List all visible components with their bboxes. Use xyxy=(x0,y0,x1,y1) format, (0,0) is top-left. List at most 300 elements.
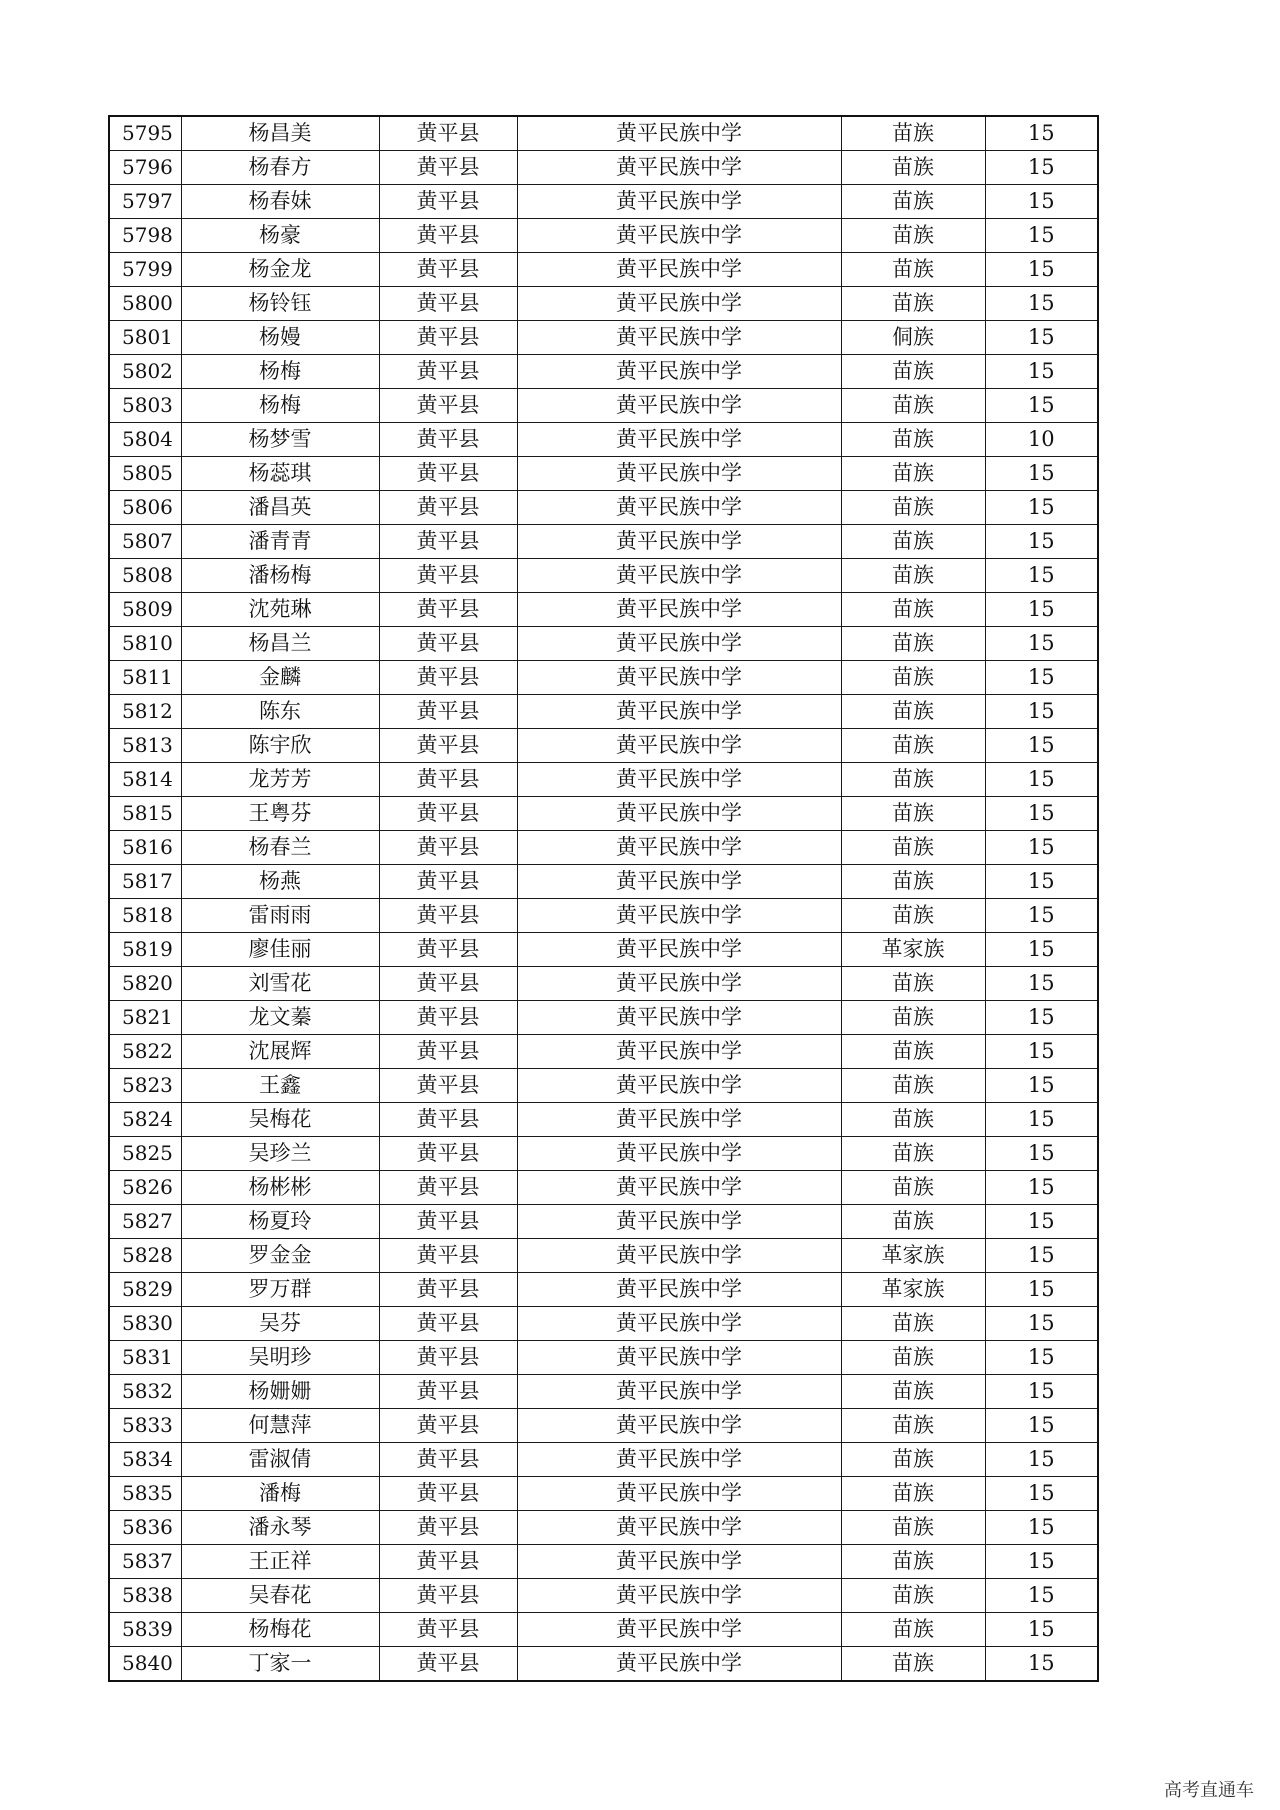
school-cell: 黄平民族中学 xyxy=(517,593,841,627)
row-number-cell: 5835 xyxy=(109,1477,181,1511)
name-cell: 杨春妹 xyxy=(181,185,379,219)
row-number-cell: 5811 xyxy=(109,661,181,695)
county-cell: 黄平县 xyxy=(379,933,517,967)
name-cell: 杨春方 xyxy=(181,151,379,185)
ethnicity-cell: 苗族 xyxy=(841,389,985,423)
watermark: 高考直通车 xyxy=(1164,1780,1254,1801)
county-cell: 黄平县 xyxy=(379,1273,517,1307)
county-cell: 黄平县 xyxy=(379,116,517,151)
school-cell: 黄平民族中学 xyxy=(517,627,841,661)
name-cell: 杨豪 xyxy=(181,219,379,253)
row-number-cell: 5817 xyxy=(109,865,181,899)
score-cell: 15 xyxy=(985,1647,1098,1682)
row-number-cell: 5795 xyxy=(109,116,181,151)
school-cell: 黄平民族中学 xyxy=(517,967,841,1001)
score-cell: 15 xyxy=(985,1443,1098,1477)
row-number-cell: 5832 xyxy=(109,1375,181,1409)
school-cell: 黄平民族中学 xyxy=(517,423,841,457)
school-cell: 黄平民族中学 xyxy=(517,1205,841,1239)
name-cell: 陈东 xyxy=(181,695,379,729)
ethnicity-cell: 苗族 xyxy=(841,695,985,729)
row-number-cell: 5823 xyxy=(109,1069,181,1103)
row-number-cell: 5820 xyxy=(109,967,181,1001)
school-cell: 黄平民族中学 xyxy=(517,1273,841,1307)
school-cell: 黄平民族中学 xyxy=(517,116,841,151)
school-cell: 黄平民族中学 xyxy=(517,1443,841,1477)
school-cell: 黄平民族中学 xyxy=(517,1579,841,1613)
row-number-cell: 5815 xyxy=(109,797,181,831)
row-number-cell: 5812 xyxy=(109,695,181,729)
score-cell: 15 xyxy=(985,1239,1098,1273)
county-cell: 黄平县 xyxy=(379,321,517,355)
ethnicity-cell: 苗族 xyxy=(841,253,985,287)
row-number-cell: 5818 xyxy=(109,899,181,933)
score-cell: 15 xyxy=(985,559,1098,593)
name-cell: 杨蕊琪 xyxy=(181,457,379,491)
score-cell: 15 xyxy=(985,899,1098,933)
table-row xyxy=(109,1069,1098,1103)
county-cell: 黄平县 xyxy=(379,1375,517,1409)
row-number-cell: 5821 xyxy=(109,1001,181,1035)
county-cell: 黄平县 xyxy=(379,1171,517,1205)
score-cell: 15 xyxy=(985,219,1098,253)
name-cell: 杨姗姗 xyxy=(181,1375,379,1409)
table-row xyxy=(109,1001,1098,1035)
row-number-cell: 5827 xyxy=(109,1205,181,1239)
ethnicity-cell: 苗族 xyxy=(841,763,985,797)
name-cell: 潘杨梅 xyxy=(181,559,379,593)
ethnicity-cell: 革家族 xyxy=(841,1273,985,1307)
table-row xyxy=(109,355,1098,389)
ethnicity-cell: 苗族 xyxy=(841,1103,985,1137)
ethnicity-cell: 侗族 xyxy=(841,321,985,355)
ethnicity-cell: 苗族 xyxy=(841,1137,985,1171)
table-row xyxy=(109,661,1098,695)
school-cell: 黄平民族中学 xyxy=(517,1035,841,1069)
score-cell: 15 xyxy=(985,491,1098,525)
school-cell: 黄平民族中学 xyxy=(517,1239,841,1273)
score-cell: 15 xyxy=(985,355,1098,389)
name-cell: 杨夏玲 xyxy=(181,1205,379,1239)
row-number-cell: 5796 xyxy=(109,151,181,185)
table-row xyxy=(109,525,1098,559)
name-cell: 刘雪花 xyxy=(181,967,379,1001)
name-cell: 潘昌英 xyxy=(181,491,379,525)
score-cell: 15 xyxy=(985,389,1098,423)
county-cell: 黄平县 xyxy=(379,1409,517,1443)
ethnicity-cell: 革家族 xyxy=(841,1239,985,1273)
school-cell: 黄平民族中学 xyxy=(517,899,841,933)
row-number-cell: 5838 xyxy=(109,1579,181,1613)
score-cell: 15 xyxy=(985,1103,1098,1137)
ethnicity-cell: 苗族 xyxy=(841,116,985,151)
school-cell: 黄平民族中学 xyxy=(517,321,841,355)
ethnicity-cell: 苗族 xyxy=(841,1579,985,1613)
county-cell: 黄平县 xyxy=(379,763,517,797)
table-row xyxy=(109,116,1098,151)
score-cell: 15 xyxy=(985,116,1098,151)
ethnicity-cell: 革家族 xyxy=(841,933,985,967)
row-number-cell: 5801 xyxy=(109,321,181,355)
table-row xyxy=(109,185,1098,219)
county-cell: 黄平县 xyxy=(379,1579,517,1613)
school-cell: 黄平民族中学 xyxy=(517,355,841,389)
name-cell: 杨春兰 xyxy=(181,831,379,865)
score-cell: 15 xyxy=(985,661,1098,695)
row-number-cell: 5819 xyxy=(109,933,181,967)
county-cell: 黄平县 xyxy=(379,1613,517,1647)
table-row xyxy=(109,559,1098,593)
table-row xyxy=(109,491,1098,525)
table-row xyxy=(109,1613,1098,1647)
row-number-cell: 5825 xyxy=(109,1137,181,1171)
ethnicity-cell: 苗族 xyxy=(841,491,985,525)
ethnicity-cell: 苗族 xyxy=(841,1443,985,1477)
county-cell: 黄平县 xyxy=(379,899,517,933)
county-cell: 黄平县 xyxy=(379,627,517,661)
county-cell: 黄平县 xyxy=(379,1001,517,1035)
score-cell: 15 xyxy=(985,151,1098,185)
roster-table-body xyxy=(109,116,1098,1681)
school-cell: 黄平民族中学 xyxy=(517,729,841,763)
school-cell: 黄平民族中学 xyxy=(517,1103,841,1137)
score-cell: 15 xyxy=(985,831,1098,865)
score-cell: 15 xyxy=(985,1477,1098,1511)
county-cell: 黄平县 xyxy=(379,1341,517,1375)
table-row xyxy=(109,1273,1098,1307)
school-cell: 黄平民族中学 xyxy=(517,1477,841,1511)
row-number-cell: 5831 xyxy=(109,1341,181,1375)
ethnicity-cell: 苗族 xyxy=(841,287,985,321)
name-cell: 杨彬彬 xyxy=(181,1171,379,1205)
name-cell: 雷淑倩 xyxy=(181,1443,379,1477)
name-cell: 陈宇欣 xyxy=(181,729,379,763)
name-cell: 吴珍兰 xyxy=(181,1137,379,1171)
ethnicity-cell: 苗族 xyxy=(841,525,985,559)
school-cell: 黄平民族中学 xyxy=(517,1545,841,1579)
ethnicity-cell: 苗族 xyxy=(841,1477,985,1511)
school-cell: 黄平民族中学 xyxy=(517,933,841,967)
name-cell: 王鑫 xyxy=(181,1069,379,1103)
score-cell: 15 xyxy=(985,1035,1098,1069)
school-cell: 黄平民族中学 xyxy=(517,287,841,321)
ethnicity-cell: 苗族 xyxy=(841,1171,985,1205)
county-cell: 黄平县 xyxy=(379,1545,517,1579)
table-row xyxy=(109,763,1098,797)
county-cell: 黄平县 xyxy=(379,457,517,491)
table-row xyxy=(109,865,1098,899)
ethnicity-cell: 苗族 xyxy=(841,185,985,219)
name-cell: 龙文蓁 xyxy=(181,1001,379,1035)
row-number-cell: 5808 xyxy=(109,559,181,593)
county-cell: 黄平县 xyxy=(379,661,517,695)
county-cell: 黄平县 xyxy=(379,185,517,219)
school-cell: 黄平民族中学 xyxy=(517,1409,841,1443)
table-row xyxy=(109,1205,1098,1239)
row-number-cell: 5803 xyxy=(109,389,181,423)
name-cell: 吴明珍 xyxy=(181,1341,379,1375)
score-cell: 15 xyxy=(985,185,1098,219)
table-row xyxy=(109,1035,1098,1069)
ethnicity-cell: 苗族 xyxy=(841,1511,985,1545)
score-cell: 15 xyxy=(985,1409,1098,1443)
county-cell: 黄平县 xyxy=(379,797,517,831)
score-cell: 15 xyxy=(985,1137,1098,1171)
score-cell: 15 xyxy=(985,1545,1098,1579)
table-row xyxy=(109,151,1098,185)
school-cell: 黄平民族中学 xyxy=(517,389,841,423)
score-cell: 15 xyxy=(985,1511,1098,1545)
ethnicity-cell: 苗族 xyxy=(841,661,985,695)
school-cell: 黄平民族中学 xyxy=(517,661,841,695)
ethnicity-cell: 苗族 xyxy=(841,1205,985,1239)
name-cell: 潘梅 xyxy=(181,1477,379,1511)
ethnicity-cell: 苗族 xyxy=(841,1647,985,1682)
county-cell: 黄平县 xyxy=(379,1307,517,1341)
school-cell: 黄平民族中学 xyxy=(517,491,841,525)
ethnicity-cell: 苗族 xyxy=(841,457,985,491)
score-cell: 15 xyxy=(985,1579,1098,1613)
score-cell: 15 xyxy=(985,933,1098,967)
name-cell: 廖佳丽 xyxy=(181,933,379,967)
row-number-cell: 5807 xyxy=(109,525,181,559)
name-cell: 金麟 xyxy=(181,661,379,695)
table-row xyxy=(109,1171,1098,1205)
row-number-cell: 5810 xyxy=(109,627,181,661)
score-cell: 15 xyxy=(985,729,1098,763)
county-cell: 黄平县 xyxy=(379,219,517,253)
ethnicity-cell: 苗族 xyxy=(841,1307,985,1341)
school-cell: 黄平民族中学 xyxy=(517,219,841,253)
school-cell: 黄平民族中学 xyxy=(517,1341,841,1375)
name-cell: 杨嫚 xyxy=(181,321,379,355)
row-number-cell: 5826 xyxy=(109,1171,181,1205)
row-number-cell: 5837 xyxy=(109,1545,181,1579)
score-cell: 15 xyxy=(985,1001,1098,1035)
table-row xyxy=(109,627,1098,661)
row-number-cell: 5824 xyxy=(109,1103,181,1137)
county-cell: 黄平县 xyxy=(379,865,517,899)
ethnicity-cell: 苗族 xyxy=(841,1409,985,1443)
county-cell: 黄平县 xyxy=(379,151,517,185)
score-cell: 15 xyxy=(985,763,1098,797)
school-cell: 黄平民族中学 xyxy=(517,1307,841,1341)
county-cell: 黄平县 xyxy=(379,253,517,287)
score-cell: 15 xyxy=(985,1069,1098,1103)
county-cell: 黄平县 xyxy=(379,491,517,525)
table-row xyxy=(109,457,1098,491)
row-number-cell: 5806 xyxy=(109,491,181,525)
score-cell: 15 xyxy=(985,1613,1098,1647)
row-number-cell: 5799 xyxy=(109,253,181,287)
county-cell: 黄平县 xyxy=(379,593,517,627)
ethnicity-cell: 苗族 xyxy=(841,797,985,831)
table-row xyxy=(109,831,1098,865)
table-row xyxy=(109,797,1098,831)
ethnicity-cell: 苗族 xyxy=(841,593,985,627)
school-cell: 黄平民族中学 xyxy=(517,1069,841,1103)
ethnicity-cell: 苗族 xyxy=(841,899,985,933)
row-number-cell: 5834 xyxy=(109,1443,181,1477)
score-cell: 15 xyxy=(985,695,1098,729)
row-number-cell: 5836 xyxy=(109,1511,181,1545)
ethnicity-cell: 苗族 xyxy=(841,1035,985,1069)
school-cell: 黄平民族中学 xyxy=(517,695,841,729)
ethnicity-cell: 苗族 xyxy=(841,355,985,389)
roster-table xyxy=(108,115,1099,1682)
table-row xyxy=(109,1103,1098,1137)
name-cell: 杨金龙 xyxy=(181,253,379,287)
ethnicity-cell: 苗族 xyxy=(841,1375,985,1409)
county-cell: 黄平县 xyxy=(379,1103,517,1137)
name-cell: 王正祥 xyxy=(181,1545,379,1579)
table-row xyxy=(109,899,1098,933)
row-number-cell: 5829 xyxy=(109,1273,181,1307)
county-cell: 黄平县 xyxy=(379,695,517,729)
county-cell: 黄平县 xyxy=(379,423,517,457)
ethnicity-cell: 苗族 xyxy=(841,1069,985,1103)
ethnicity-cell: 苗族 xyxy=(841,729,985,763)
row-number-cell: 5822 xyxy=(109,1035,181,1069)
name-cell: 吴芬 xyxy=(181,1307,379,1341)
name-cell: 龙芳芳 xyxy=(181,763,379,797)
score-cell: 15 xyxy=(985,287,1098,321)
table-row xyxy=(109,1647,1098,1682)
name-cell: 潘永琴 xyxy=(181,1511,379,1545)
ethnicity-cell: 苗族 xyxy=(841,831,985,865)
table-row xyxy=(109,967,1098,1001)
county-cell: 黄平县 xyxy=(379,1511,517,1545)
school-cell: 黄平民族中学 xyxy=(517,1171,841,1205)
score-cell: 15 xyxy=(985,967,1098,1001)
table-row xyxy=(109,1443,1098,1477)
ethnicity-cell: 苗族 xyxy=(841,423,985,457)
ethnicity-cell: 苗族 xyxy=(841,1341,985,1375)
name-cell: 吴春花 xyxy=(181,1579,379,1613)
county-cell: 黄平县 xyxy=(379,1647,517,1682)
table-row xyxy=(109,1239,1098,1273)
name-cell: 沈苑琳 xyxy=(181,593,379,627)
name-cell: 杨梅 xyxy=(181,355,379,389)
ethnicity-cell: 苗族 xyxy=(841,151,985,185)
row-number-cell: 5800 xyxy=(109,287,181,321)
county-cell: 黄平县 xyxy=(379,1443,517,1477)
score-cell: 10 xyxy=(985,423,1098,457)
score-cell: 15 xyxy=(985,627,1098,661)
table-row xyxy=(109,593,1098,627)
score-cell: 15 xyxy=(985,1307,1098,1341)
row-number-cell: 5816 xyxy=(109,831,181,865)
school-cell: 黄平民族中学 xyxy=(517,831,841,865)
name-cell: 杨梅花 xyxy=(181,1613,379,1647)
county-cell: 黄平县 xyxy=(379,355,517,389)
county-cell: 黄平县 xyxy=(379,1069,517,1103)
school-cell: 黄平民族中学 xyxy=(517,253,841,287)
row-number-cell: 5839 xyxy=(109,1613,181,1647)
school-cell: 黄平民族中学 xyxy=(517,865,841,899)
row-number-cell: 5809 xyxy=(109,593,181,627)
table-row xyxy=(109,1545,1098,1579)
school-cell: 黄平民族中学 xyxy=(517,151,841,185)
table-row xyxy=(109,1375,1098,1409)
school-cell: 黄平民族中学 xyxy=(517,763,841,797)
score-cell: 15 xyxy=(985,797,1098,831)
table-row xyxy=(109,933,1098,967)
row-number-cell: 5828 xyxy=(109,1239,181,1273)
county-cell: 黄平县 xyxy=(379,525,517,559)
table-row xyxy=(109,423,1098,457)
table-row xyxy=(109,287,1098,321)
score-cell: 15 xyxy=(985,525,1098,559)
table-row xyxy=(109,1511,1098,1545)
row-number-cell: 5814 xyxy=(109,763,181,797)
name-cell: 丁家一 xyxy=(181,1647,379,1682)
school-cell: 黄平民族中学 xyxy=(517,1511,841,1545)
school-cell: 黄平民族中学 xyxy=(517,525,841,559)
table-row xyxy=(109,695,1098,729)
row-number-cell: 5804 xyxy=(109,423,181,457)
county-cell: 黄平县 xyxy=(379,1035,517,1069)
school-cell: 黄平民族中学 xyxy=(517,1375,841,1409)
name-cell: 杨梅 xyxy=(181,389,379,423)
name-cell: 吴梅花 xyxy=(181,1103,379,1137)
county-cell: 黄平县 xyxy=(379,1477,517,1511)
table-row xyxy=(109,1409,1098,1443)
name-cell: 何慧萍 xyxy=(181,1409,379,1443)
name-cell: 王粤芬 xyxy=(181,797,379,831)
ethnicity-cell: 苗族 xyxy=(841,627,985,661)
score-cell: 15 xyxy=(985,457,1098,491)
school-cell: 黄平民族中学 xyxy=(517,1001,841,1035)
name-cell: 杨铃钰 xyxy=(181,287,379,321)
name-cell: 杨昌美 xyxy=(181,116,379,151)
county-cell: 黄平县 xyxy=(379,559,517,593)
county-cell: 黄平县 xyxy=(379,1137,517,1171)
score-cell: 15 xyxy=(985,1171,1098,1205)
row-number-cell: 5813 xyxy=(109,729,181,763)
school-cell: 黄平民族中学 xyxy=(517,1613,841,1647)
table-row xyxy=(109,389,1098,423)
row-number-cell: 5797 xyxy=(109,185,181,219)
ethnicity-cell: 苗族 xyxy=(841,967,985,1001)
score-cell: 15 xyxy=(985,1273,1098,1307)
score-cell: 15 xyxy=(985,1341,1098,1375)
row-number-cell: 5830 xyxy=(109,1307,181,1341)
school-cell: 黄平民族中学 xyxy=(517,457,841,491)
table-row xyxy=(109,1137,1098,1171)
school-cell: 黄平民族中学 xyxy=(517,559,841,593)
county-cell: 黄平县 xyxy=(379,1239,517,1273)
county-cell: 黄平县 xyxy=(379,389,517,423)
name-cell: 雷雨雨 xyxy=(181,899,379,933)
score-cell: 15 xyxy=(985,593,1098,627)
ethnicity-cell: 苗族 xyxy=(841,1545,985,1579)
name-cell: 沈展辉 xyxy=(181,1035,379,1069)
table-row xyxy=(109,219,1098,253)
county-cell: 黄平县 xyxy=(379,729,517,763)
ethnicity-cell: 苗族 xyxy=(841,1001,985,1035)
score-cell: 15 xyxy=(985,1375,1098,1409)
row-number-cell: 5805 xyxy=(109,457,181,491)
row-number-cell: 5833 xyxy=(109,1409,181,1443)
table-row xyxy=(109,1477,1098,1511)
county-cell: 黄平县 xyxy=(379,967,517,1001)
table-row xyxy=(109,1307,1098,1341)
ethnicity-cell: 苗族 xyxy=(841,1613,985,1647)
name-cell: 杨燕 xyxy=(181,865,379,899)
school-cell: 黄平民族中学 xyxy=(517,1647,841,1682)
table-row xyxy=(109,729,1098,763)
